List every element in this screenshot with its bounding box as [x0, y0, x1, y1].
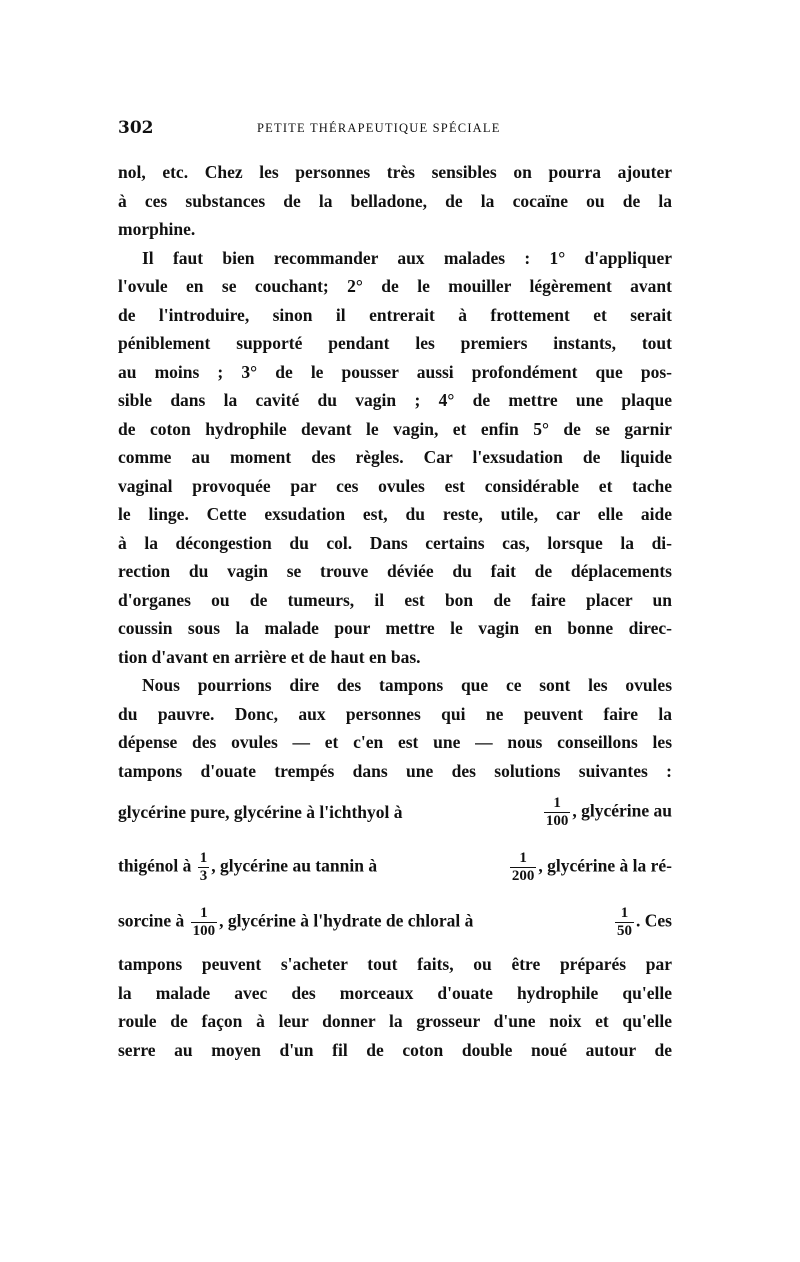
text-line: le linge. Cette exsudation est, du reste, utile, car elle aide: [118, 504, 672, 524]
text-segment: . Ces: [636, 910, 672, 931]
page-body: [118, 158, 672, 1064]
fraction-denominator: 100: [545, 813, 569, 829]
fraction-denominator: 50: [617, 923, 633, 939]
fraction-group: [542, 795, 672, 830]
text-line: comme au moment des règles. Car l'exsudation de liquide: [118, 447, 672, 467]
fraction-denominator: 200: [511, 868, 535, 884]
text-line: rection du vagin se trouve déviée du fait de déplacements: [118, 561, 672, 581]
page-header: [118, 118, 672, 142]
text-segment: , glycérine au: [572, 800, 672, 821]
text-line: Nous pourrions dire des tampons que ce sont les ovules: [142, 675, 672, 695]
fraction-group: [118, 850, 377, 885]
text-line: nol, etc. Chez les personnes très sensibles on pourra ajouter: [118, 162, 672, 182]
formula-line: [118, 785, 672, 840]
text-line: coussin sous la malade pour mettre le vagin en bonne direc-: [118, 618, 672, 638]
text-line: à ces substances de la belladone, de la cocaïne ou de la: [118, 190, 672, 211]
text-line: morphine.: [118, 219, 196, 239]
text-line: du pauvre. Donc, aux personnes qui ne peuvent faire la: [118, 703, 672, 724]
text-line: d'organes ou de tumeurs, il est bon de faire placer un: [118, 589, 672, 610]
fraction-numerator: 1: [519, 850, 527, 866]
text-line: serre au moyen d'un fil de coton double noué autour de: [118, 1039, 672, 1060]
text-line: l'ovule en se couchant; 2° de le mouiller légèrement avant: [118, 276, 672, 296]
running-head: PETITE THÉRAPEUTIQUE SPÉCIALE: [257, 121, 501, 135]
fraction: [510, 850, 537, 885]
fraction-denominator: 3: [199, 868, 208, 884]
text-line: péniblement supporté pendant les premiers instants, tout: [118, 333, 672, 353]
fraction-numerator: 1: [620, 905, 629, 921]
page-number: 302: [118, 118, 154, 138]
fraction: [544, 795, 571, 830]
fraction: [615, 905, 634, 940]
text-line: à la décongestion du col. Dans certains cas, lorsque la di-: [118, 532, 672, 553]
fraction-numerator: 1: [199, 850, 208, 866]
formula-line: [118, 840, 672, 895]
fraction-denominator: 100: [192, 923, 216, 939]
fraction: [191, 905, 218, 940]
fraction-group: [118, 905, 473, 940]
text-line: dépense des ovules — et c'en est une — nous conseillons les: [118, 732, 672, 752]
formula-line: [118, 895, 672, 950]
text-line: de l'introduire, sinon il entrerait à frottement et serait: [118, 304, 672, 325]
fraction: [198, 850, 210, 885]
fraction-group: [508, 850, 672, 885]
text-segment: sorcine à: [118, 910, 185, 931]
text-segment: , glycérine au tannin à: [211, 855, 378, 876]
text-segment: thigénol à: [118, 855, 192, 876]
text-segment: glycérine pure, glycérine à l'ichthyol à: [118, 802, 403, 822]
text-line: tion d'avant en arrière et de haut en bas.: [118, 646, 421, 667]
fraction-group: [613, 905, 672, 940]
text-line: Il faut bien recommander aux malades : 1° d'appliquer: [142, 247, 672, 268]
fraction-numerator: 1: [200, 905, 208, 921]
text-line: sible dans la cavité du vagin ; 4° de mettre une plaque: [118, 390, 672, 410]
fraction-numerator: 1: [553, 795, 561, 811]
text-line: vaginal provoquée par ces ovules est considérable et tache: [118, 475, 672, 496]
text-line: roule de façon à leur donner la grosseur d'une noix et qu'elle: [118, 1011, 672, 1031]
text-line: au moins ; 3° de le pousser aussi profondément que pos-: [118, 361, 672, 382]
text-line: tampons peuvent s'acheter tout faits, ou être préparés par: [118, 954, 672, 974]
text-line: de coton hydrophile devant le vagin, et enfin 5° de se garnir: [118, 418, 672, 439]
text-segment: , glycérine à l'hydrate de chloral à: [219, 910, 474, 931]
text-segment: , glycérine à la ré-: [538, 855, 672, 876]
text-line: la malade avec des morceaux d'ouate hydrophile qu'elle: [118, 982, 672, 1003]
text-line: tampons d'ouate trempés dans une des solutions suivantes :: [118, 760, 672, 781]
